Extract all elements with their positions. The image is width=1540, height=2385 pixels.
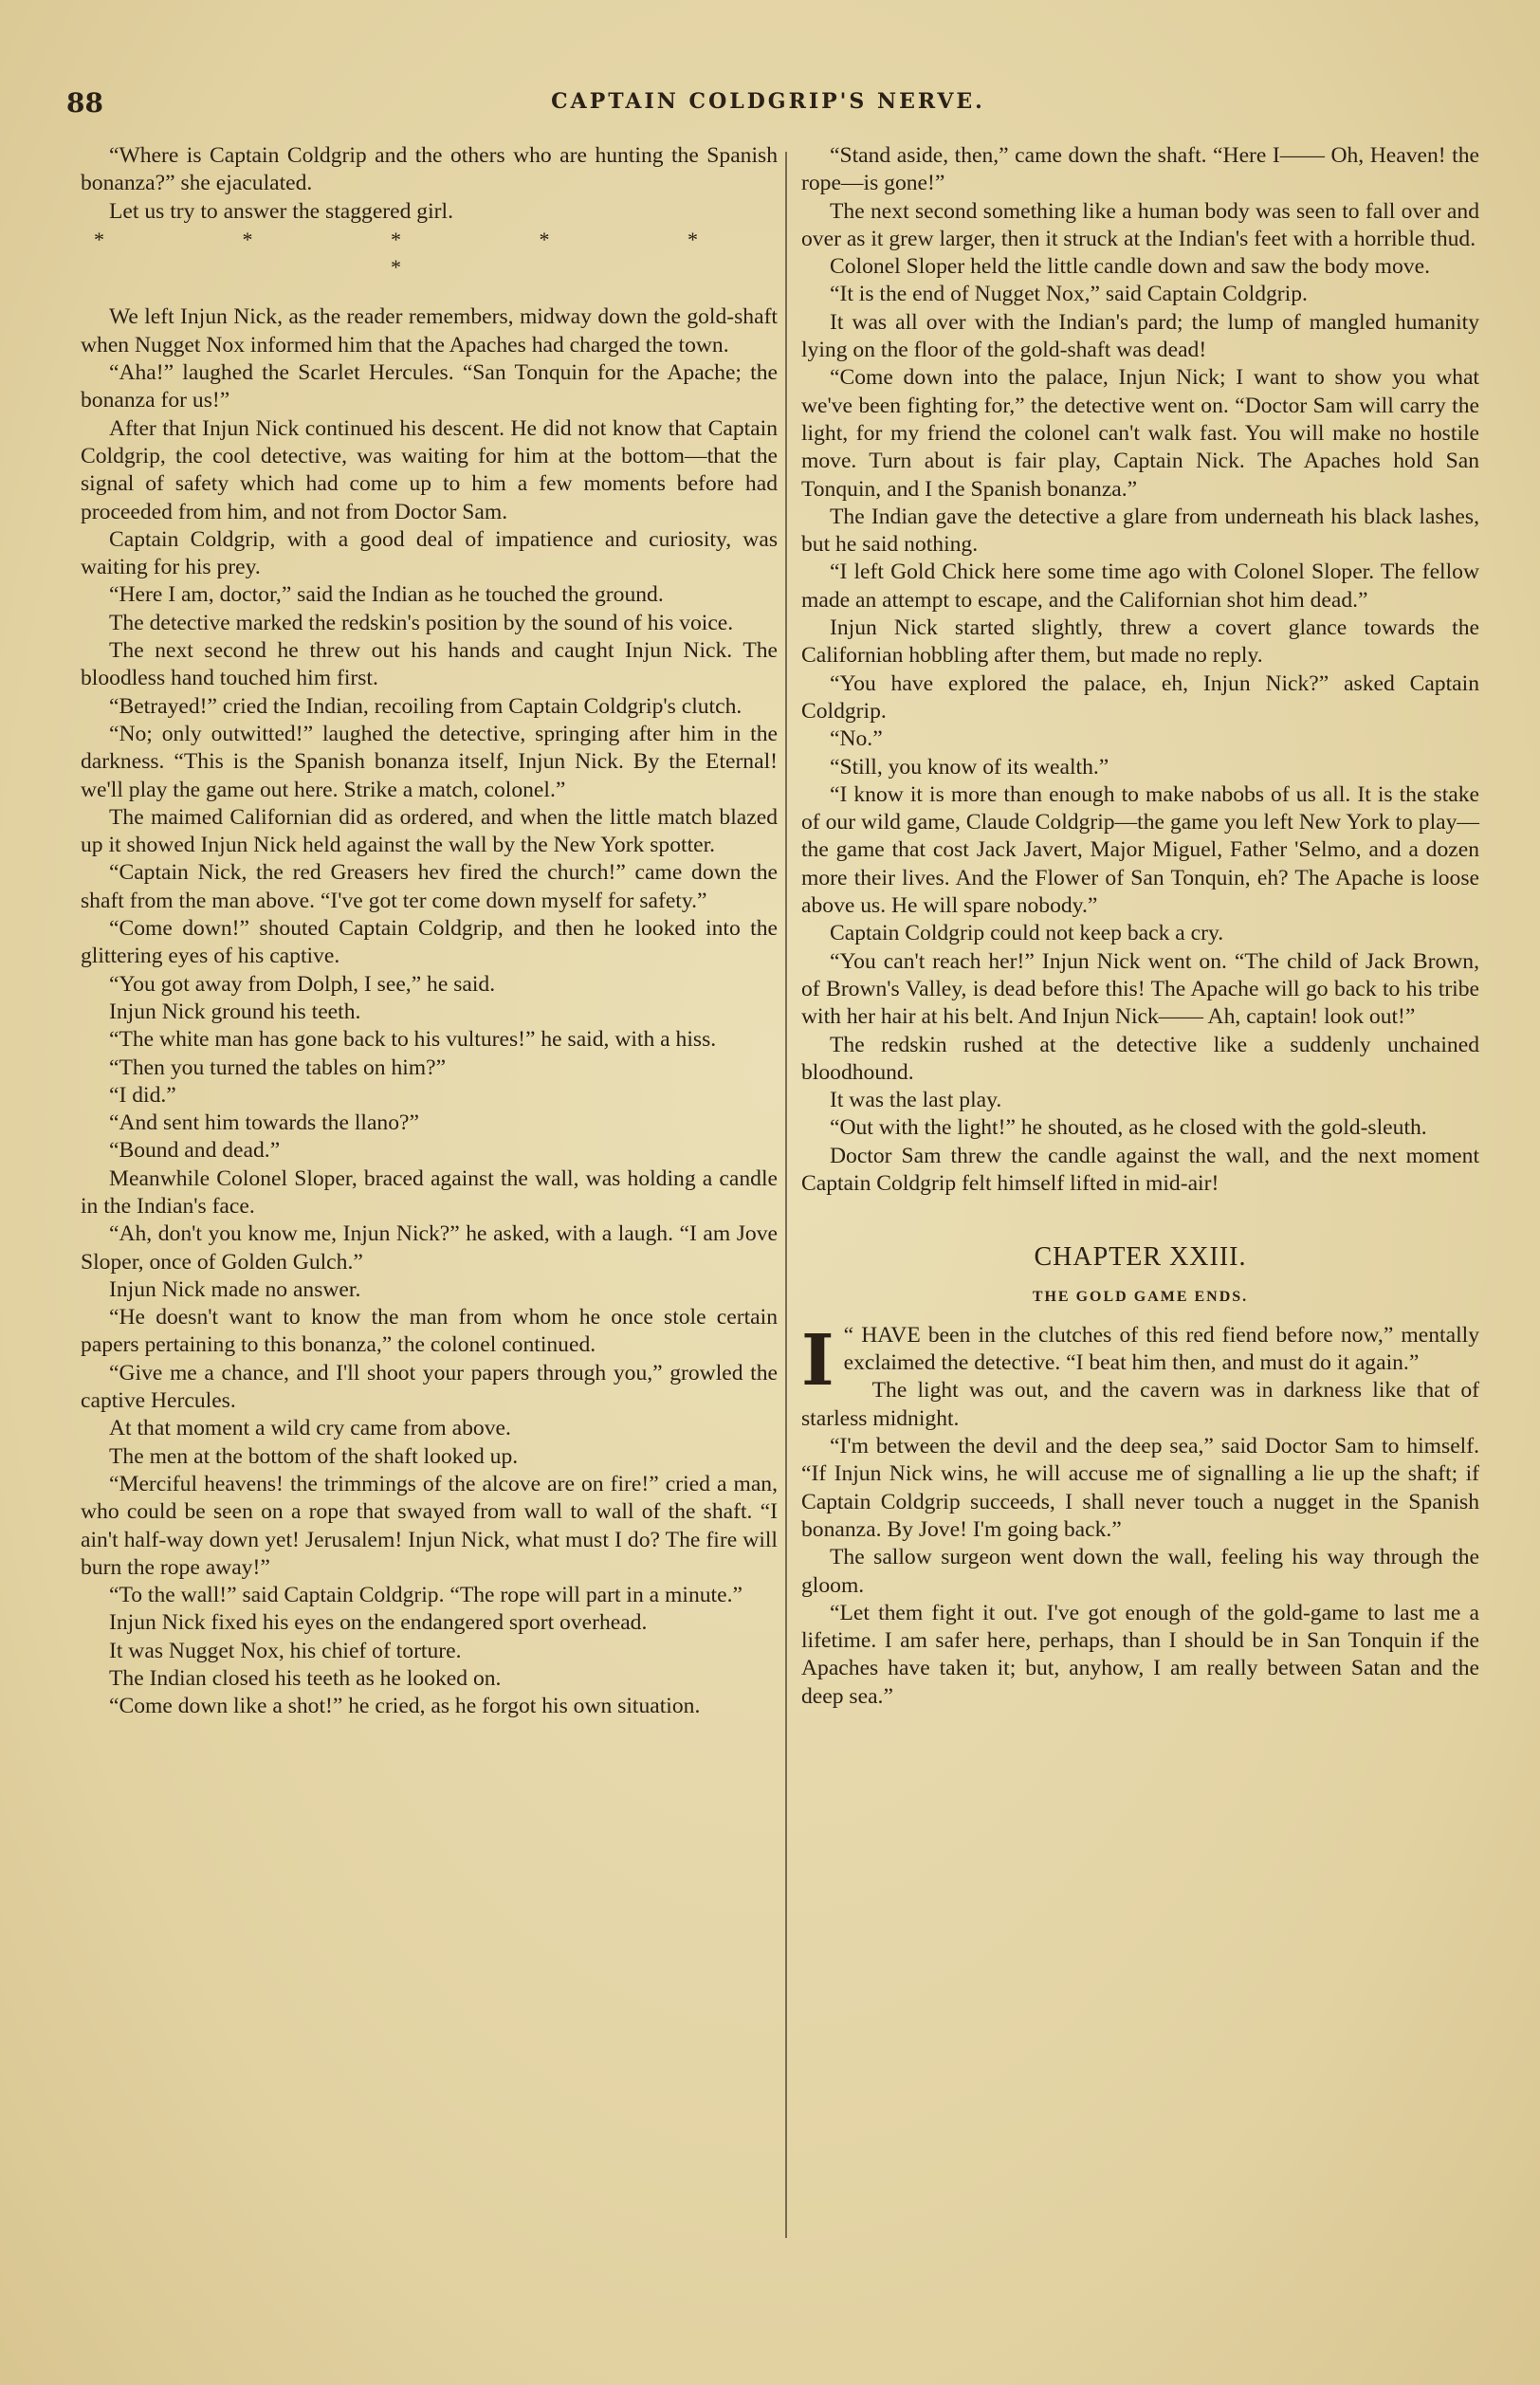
paragraph: The detective marked the redskin's position by the sound of his voice.: [109, 610, 734, 635]
paragraph: Injun Nick made no answer.: [109, 1276, 361, 1302]
running-head: CAPTAIN COLDGRIP'S NERVE.: [551, 89, 985, 114]
paragraph: Let us try to answer the staggered girl.: [109, 198, 453, 224]
paragraph: The maimed Californian did as ordered, and when the little match blazed up it showed Injun Nick held against the wall by the New York spotter.: [81, 804, 778, 858]
paragraph: “Aha!” laughed the Scarlet Hercules. “San Tonquin for the Apache; the bonanza for us!”: [81, 360, 778, 413]
drop-cap: I: [801, 1319, 834, 1402]
paragraph: It was all over with the Indian's pard; the lump of mangled humanity lying on the floor of the gold-shaft was dead!: [801, 309, 1479, 363]
paragraph: “I know it is more than enough to make nabobs of us all. It is the stake of our wild game, Claude Coldgrip—the game you left New York to play—the game that cost Jack Javert, Major Miguel, Father 'Selmo, and a dozen more their lives. And the Flower of San Tonquin, eh? The Apache is loose above us. He will spare nobody.”: [801, 781, 1479, 919]
paragraph: Doctor Sam threw the candle against the wall, and the next moment Captain Coldgrip felt himself lifted in mid-air!: [801, 1143, 1479, 1196]
paragraph: The redskin rushed at the detective like a suddenly unchained bloodhound.: [801, 1032, 1479, 1085]
paragraph: “You got away from Dolph, I see,” he said.: [109, 971, 496, 997]
paragraph: “Come down!” shouted Captain Coldgrip, and then he looked into the glittering eyes of his captive.: [81, 916, 778, 969]
paragraph: “You have explored the palace, eh, Injun Nick?” asked Captain Coldgrip.: [801, 670, 1479, 724]
paragraph: “I left Gold Chick here some time ago with Colonel Sloper. The fellow made an attempt to escape, and the Californian shot him dead.”: [801, 560, 1479, 613]
paragraph: “No.”: [830, 726, 883, 752]
paragraph: “I'm between the devil and the deep sea,” said Doctor Sam to himself. “If Injun Nick wins, he will accuse me of signalling a lie up the shaft; if Captain Coldgrip succeeds, I shall never touch a nugget in the Spanish bonanza. By Jove! I'm going back.”: [801, 1434, 1479, 1542]
paragraph: Colonel Sloper held the little candle down and saw the body move.: [830, 254, 1430, 280]
paragraph: At that moment a wild cry came from above.: [109, 1416, 511, 1441]
section-break-stars: * * * * * *: [94, 227, 764, 280]
paragraph: “The white man has gone back to his vultures!” he said, with a hiss.: [109, 1027, 717, 1053]
paragraph: “I did.”: [109, 1082, 176, 1108]
paragraph: “Betrayed!” cried the Indian, recoiling from Captain Coldgrip's clutch.: [109, 693, 742, 719]
paragraph: “Come down into the palace, Injun Nick; I want to show you what we've been fighting for,” the detective went on. “Doctor Sam will carry the light, for my friend the colonel can't walk fast. You will make no hostile move. Turn about is fair play, Captain Nick. The Apaches hold San Tonquin, and I the Spanish bonanza.”: [801, 365, 1479, 502]
paragraph: “No; only outwitted!” laughed the detective, springing after him in the darkness. “This is the Spanish bonanza itself, Injun Nick. By the Eternal! we'll play the game out here. Strike a match, colonel.”: [81, 721, 778, 802]
paragraph: “To the wall!” said Captain Coldgrip. “The rope will part in a minute.”: [109, 1583, 742, 1608]
paragraph: “Let them fight it out. I've got enough of the gold-game to last me a lifetime. I am safer here, perhaps, than I should be in San Tonquin if the Apaches have taken it; but, anyhow, I am really between Satan and the deep sea.”: [801, 1600, 1479, 1709]
paragraph: Meanwhile Colonel Sloper, braced against the wall, was holding a candle in the Indian's face.: [81, 1165, 778, 1219]
paragraph: The next second something like a human body was seen to fall over and over as it grew larger, then it struck at the Indian's feet with a horrible thud.: [801, 198, 1479, 251]
paragraph: We left Injun Nick, as the reader remembers, midway down the gold-shaft when Nugget Nox informed him that the Apaches had charged the town.: [81, 304, 778, 358]
paragraph: “He doesn't want to know the man from whom he once stole certain papers pertaining to this bonanza,” the colonel continued.: [81, 1305, 778, 1358]
chapter-subtitle: THE GOLD GAME ENDS.: [1032, 1288, 1249, 1305]
paragraph: The light was out, and the cavern was in darkness like that of starless midnight.: [801, 1378, 1479, 1431]
paragraph: “Here I am, doctor,” said the Indian as he touched the ground.: [109, 582, 664, 608]
paragraph: “Ah, don't you know me, Injun Nick?” he asked, with a laugh. “I am Jove Sloper, once of Golden Gulch.”: [81, 1221, 778, 1275]
column-divider: [785, 152, 787, 2238]
paragraph: It was the last play.: [830, 1088, 1002, 1113]
paragraph: “Stand aside, then,” came down the shaft. “Here I—— Oh, Heaven! the rope—is gone!”: [801, 143, 1479, 196]
paragraph: “Give me a chance, and I'll shoot your papers through you,” growled the captive Hercules.: [81, 1360, 778, 1414]
paragraph: It was Nugget Nox, his chief of torture.: [109, 1638, 462, 1663]
paragraph: The Indian gave the detective a glare from underneath his black lashes, but he said nothing.: [801, 504, 1479, 558]
paragraph: “Come down like a shot!” he cried, as he forgot his own situation.: [109, 1694, 701, 1719]
paragraph: The men at the bottom of the shaft looked up.: [109, 1443, 519, 1469]
paragraph: “Then you turned the tables on him?”: [109, 1055, 447, 1080]
paragraph: “You can't reach her!” Injun Nick went on. “The child of Jack Brown, of Brown's Valley, is dead before this! The Apache will go back to his tribe with her hair at his belt. And Injun Nick—— Ah, captain! look out!”: [801, 948, 1479, 1030]
paragraph: “Bound and dead.”: [109, 1138, 281, 1164]
paragraph: The next second he threw out his hands and caught Injun Nick. The bloodless hand touched him first.: [81, 638, 778, 691]
chapter-opening-text: “ HAVE been in the clutches of this red fiend before now,” mentally exclaimed the detective. “I beat him then, and must do it again.”: [843, 1322, 1479, 1376]
left-column: [81, 142, 778, 1721]
paragraph: The sallow surgeon went down the wall, feeling his way through the gloom.: [801, 1545, 1479, 1598]
paragraph: Injun Nick started slightly, threw a covert glance towards the Californian hobbling after them, but made no reply.: [801, 615, 1479, 669]
right-column: [801, 142, 1479, 1711]
page-number: 88: [66, 87, 103, 119]
chapter-title: CHAPTER XXIII.: [1034, 1242, 1247, 1273]
paragraph: Injun Nick ground his teeth.: [109, 999, 361, 1024]
page-header: [66, 87, 1470, 125]
paragraph: “Merciful heavens! the trimmings of the alcove are on fire!” cried a man, who could be seen on a rope that swayed from wall to wall of the shaft. “I ain't half-way down yet! Jerusalem! Injun Nick, what must I do? The fire will burn the rope away!”: [81, 1471, 778, 1580]
paragraph: Captain Coldgrip, with a good deal of impatience and curiosity, was waiting for his prey.: [81, 526, 778, 580]
paragraph: The Indian closed his teeth as he looked on.: [109, 1666, 502, 1692]
paragraph: “Out with the light!” he shouted, as he closed with the gold-sleuth.: [830, 1115, 1427, 1141]
paragraph: “Captain Nick, the red Greasers hev fired the church!” came down the shaft from the man above. “I've got ter come down myself for safety.”: [81, 860, 778, 913]
paragraph: “Where is Captain Coldgrip and the others who are hunting the Spanish bonanza?” she ejaculated.: [81, 143, 778, 196]
paragraph: “Still, you know of its wealth.”: [830, 754, 1109, 780]
paragraph: Captain Coldgrip could not keep back a cry.: [830, 921, 1224, 946]
chapter-opening-paragraph: [801, 1319, 1479, 1402]
paragraph: After that Injun Nick continued his descent. He did not know that Captain Coldgrip, the cool detective, was waiting for him at the bottom—that the signal of safety which had come up to him a few moments before had proceeded from him, and not from Doctor Sam.: [81, 415, 778, 524]
paragraph: “And sent him towards the llano?”: [109, 1110, 419, 1136]
paragraph: Injun Nick fixed his eyes on the endangered sport overhead.: [109, 1610, 648, 1636]
paragraph: “It is the end of Nugget Nox,” said Captain Coldgrip.: [830, 282, 1308, 307]
